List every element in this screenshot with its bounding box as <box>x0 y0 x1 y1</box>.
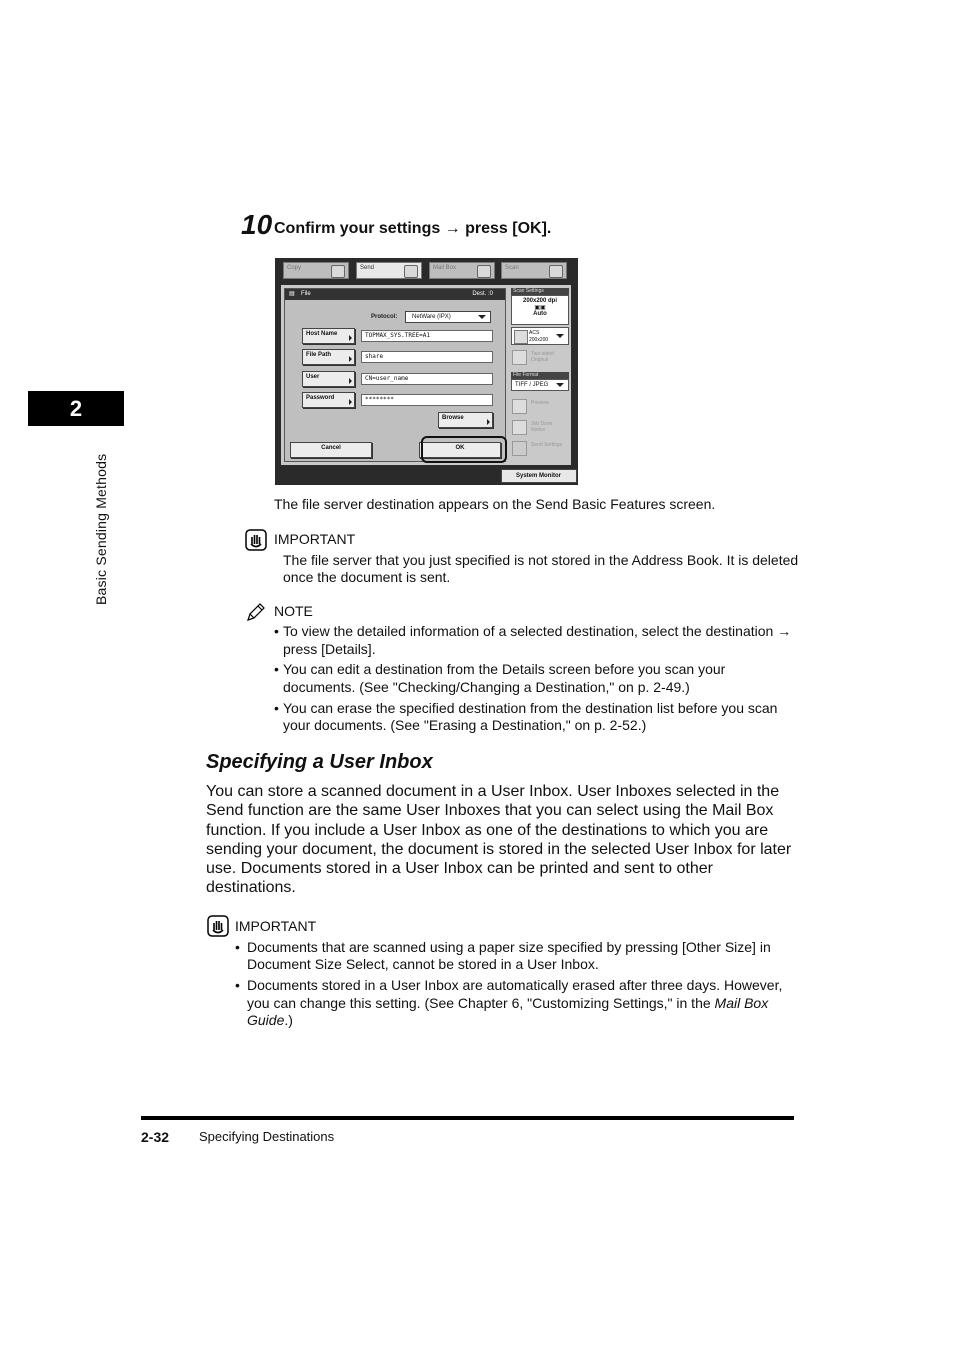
system-monitor-button: System Monitor <box>501 469 577 483</box>
scan-settings-header: Scan Settings <box>511 288 569 295</box>
protocol-label: Protocol: <box>371 314 398 320</box>
file-format-header: File Format <box>511 372 569 379</box>
pencil-icon <box>245 601 265 621</box>
important-item-line: Documents stored in a User Inbox are automatically erased after three days. However, <box>247 977 783 993</box>
important-text-line: once the document is sent. <box>283 569 451 585</box>
section-paragraph: You can store a scanned document in a User Inbox. User Inboxes selected in the Send function are the same User Inboxes that you can select using the Mail Box function. If you include a User Inbox as one of the destinations to which you are sending your document, the document is stored in the selected User Inbox for later use. Documents stored in a User Inbox can be printed and sent to other destinations. <box>206 783 792 897</box>
cancel-button: Cancel <box>290 442 372 458</box>
file-label: File <box>301 291 311 297</box>
important-hand-icon <box>207 915 227 935</box>
resolution-value: 200x200 dpi <box>522 298 558 304</box>
chevron-down-icon <box>556 334 564 338</box>
step-number: 10 <box>241 209 273 240</box>
scan-icon <box>549 265 563 278</box>
note-item-line: your documents. (See "Erasing a Destination," on p. 2-52.) <box>283 717 647 733</box>
note-item-line: You can edit a destination from the Details screen before you scan your <box>283 661 726 677</box>
acs-select: ACS 200x200 <box>511 327 569 345</box>
browse-button: Browse <box>438 412 493 428</box>
acs-icon <box>514 330 528 344</box>
note-item-line: You can erase the specified destination from the destination list before you scan <box>283 700 778 716</box>
two-sided-button: Two-sided Original <box>511 349 569 367</box>
important-text-line: The file server that you just specified is not stored in the Address Book. It is deleted <box>283 552 799 568</box>
note-item-line: press [Details]. <box>283 641 376 657</box>
file-icon: ▤ <box>289 291 295 297</box>
bullet: • <box>235 977 240 993</box>
color-mode-icon: ▣▣ <box>534 305 546 311</box>
job-done-notice-button: Job Done Notice <box>511 419 569 437</box>
chevron-down-icon <box>556 383 564 387</box>
file-title-bar <box>285 289 505 300</box>
important-item-line: Document Size Select, cannot be stored in a User Inbox. <box>247 956 599 972</box>
important-label: IMPORTANT <box>274 531 356 547</box>
bullet: • <box>274 623 279 639</box>
footer-rule <box>141 1116 794 1120</box>
device-screen-figure <box>275 258 578 485</box>
important-label: IMPORTANT <box>235 918 317 934</box>
ok-button: OK <box>419 442 501 458</box>
footer-section-title: Specifying Destinations <box>199 1129 335 1144</box>
bullet: • <box>274 700 279 716</box>
chapter-title-vertical: Basic Sending Methods <box>93 453 109 605</box>
tab-scan: Scan <box>501 262 567 279</box>
important-hand-icon <box>245 529 265 549</box>
user-field: CN=user_name <box>361 373 493 385</box>
important-item-line: Documents that are scanned using a paper size specified by pressing [Other Size] in <box>247 939 771 955</box>
resolution-box <box>511 295 569 325</box>
chevron-down-icon <box>478 315 486 319</box>
important-item-line: you can change this setting. (See Chapter 6, "Customizing Settings," in the Mail Box <box>247 995 769 1011</box>
page-number: 2-32 <box>141 1129 170 1145</box>
figure-caption: The file server destination appears on the Send Basic Features screen. <box>274 496 716 512</box>
ok-highlight-ring <box>421 436 507 463</box>
job-done-icon <box>512 420 527 435</box>
send-settings-button: Send Settings <box>511 440 569 458</box>
bullet: • <box>274 661 279 677</box>
user-button: User <box>302 371 355 387</box>
tab-mail-box: Mail Box <box>429 262 495 279</box>
send-icon <box>404 265 418 278</box>
mailbox-icon <box>477 265 491 278</box>
note-item-line: documents. (See "Checking/Changing a Destination," on p. 2-49.) <box>283 679 690 695</box>
note-label: NOTE <box>274 603 313 619</box>
screen-body <box>281 285 571 465</box>
send-settings-icon <box>512 441 527 456</box>
file-path-button: File Path <box>302 349 355 365</box>
preview-icon <box>512 399 527 414</box>
protocol-select: NetWare (IPX) <box>405 311 491 323</box>
file-format-select: TIFF / JPEG <box>511 379 569 391</box>
scan-settings-panel <box>511 288 569 462</box>
step-instruction: Confirm your settings → press [OK]. <box>274 220 552 237</box>
password-button: Password <box>302 392 355 408</box>
note-item-line: To view the detailed information of a selected destination, select the destination → <box>283 623 792 639</box>
auto-value: Auto <box>533 311 547 317</box>
password-field: ******** <box>361 394 493 406</box>
bullet: • <box>235 939 240 955</box>
host-name-button: Host Name <box>302 328 355 344</box>
section-heading: Specifying a User Inbox <box>206 751 433 773</box>
file-path-field: share <box>361 351 493 363</box>
two-sided-icon <box>512 350 527 365</box>
tab-send: Send <box>356 262 422 279</box>
copy-icon <box>331 265 345 278</box>
host-name-field: TOPMAX_SYS.TREE=A1 <box>361 330 493 342</box>
important-item-line: Guide.) <box>247 1012 293 1028</box>
chapter-tab: 2 <box>28 391 124 426</box>
dest-count: Dest. :0 <box>472 291 493 297</box>
file-settings-panel <box>284 288 506 462</box>
preview-button: Preview <box>511 398 569 416</box>
tab-copy: Copy <box>283 262 349 279</box>
